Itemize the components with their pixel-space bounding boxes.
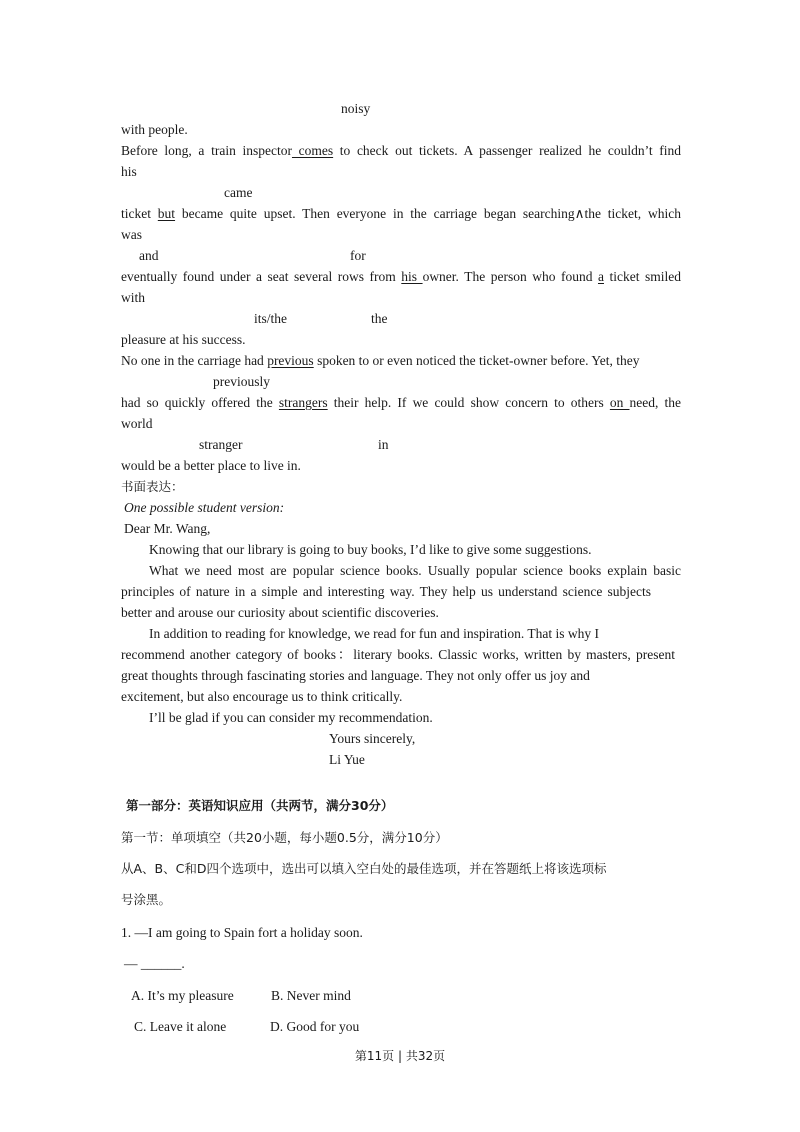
letter-greeting: Dear Mr. Wang, bbox=[124, 521, 211, 536]
letter-paragraph: Knowing that our library is going to buy books, I’d like to give some suggestions. bbox=[149, 542, 592, 557]
letter-signature: Li Yue bbox=[329, 752, 365, 767]
passage-line: No one in the carriage had previous spoken to or even noticed the ticket-owner before. Yet, they bbox=[121, 353, 640, 368]
correction-and: and bbox=[139, 248, 159, 263]
section-instruction: 从A、B、C和D四个选项中，选出可以填入空白处的最佳选项，并在答题纸上将该选项标 bbox=[121, 861, 607, 876]
correction-stranger: stranger bbox=[199, 437, 243, 452]
marked-error: his bbox=[401, 269, 423, 284]
passage-line: world bbox=[121, 416, 153, 431]
part-title: 第一部分：英语知识应用（共两节，满分30分） bbox=[126, 798, 394, 813]
page-number: 第11页 | 共32页 bbox=[354, 1049, 446, 1063]
question-blank: — ______. bbox=[124, 956, 185, 971]
letter-paragraph: principles of nature in a simple and interesting way. They help us understand science subjects bbox=[121, 584, 651, 599]
passage-line: eventually found under a seat several rows from his owner. The person who found a ticket smiled bbox=[121, 269, 681, 284]
version-label: One possible student version: bbox=[124, 500, 285, 515]
letter-closing: Yours sincerely, bbox=[329, 731, 416, 746]
correction-previously: previously bbox=[213, 374, 270, 389]
letter-paragraph: recommend another category of books：literary books. Classic works, written by masters, present bbox=[121, 647, 675, 662]
option-a: A. It’s my pleasure bbox=[131, 988, 234, 1003]
letter-paragraph: great thoughts through fascinating stories and language. They not only offer us joy and bbox=[121, 668, 590, 683]
correction-came: came bbox=[224, 185, 253, 200]
correction-in: in bbox=[378, 437, 389, 452]
passage-line: Before long, a train inspector comes to check out tickets. A passenger realized he couldn’t find bbox=[121, 143, 681, 158]
letter-paragraph: excitement, but also encourage us to think critically. bbox=[121, 689, 403, 704]
section-subtitle: 第一节：单项填空（共20小题，每小题0.5分，满分10分） bbox=[121, 830, 448, 845]
passage-line: his bbox=[121, 164, 137, 179]
correction-for: for bbox=[350, 248, 366, 263]
marked-error: a bbox=[597, 269, 604, 284]
passage-line: ticket but became quite upset. Then everyone in the carriage began searching∧the ticket, which bbox=[121, 206, 681, 221]
passage-line: pleasure at his success. bbox=[121, 332, 246, 347]
question-stem: 1. —I am going to Spain fort a holiday soon. bbox=[121, 925, 363, 940]
correction-its-the: its/the bbox=[254, 311, 287, 326]
letter-paragraph: I’ll be glad if you can consider my recommendation. bbox=[149, 710, 433, 725]
letter-paragraph: better and arouse our curiosity about scientific discoveries. bbox=[121, 605, 439, 620]
passage-line: with bbox=[121, 290, 146, 305]
option-b: B. Never mind bbox=[271, 988, 351, 1003]
passage-line: with people. bbox=[121, 122, 188, 137]
passage-line: had so quickly offered the strangers their help. If we could show concern to others on need, the bbox=[121, 395, 681, 410]
section-instruction: 号涂黑。 bbox=[121, 892, 172, 907]
writing-heading: 书面表达： bbox=[121, 479, 184, 494]
option-c: C. Leave it alone bbox=[134, 1019, 227, 1034]
marked-error: but bbox=[157, 206, 176, 221]
marked-error: comes bbox=[291, 143, 334, 158]
correction-the: the bbox=[371, 311, 388, 326]
marked-error: previous bbox=[267, 353, 314, 368]
correction-noisy: noisy bbox=[341, 101, 371, 116]
letter-paragraph: What we need most are popular science books. Usually popular science books explain basic bbox=[149, 563, 681, 578]
marked-error: on bbox=[609, 395, 630, 410]
passage-line: would be a better place to live in. bbox=[121, 458, 301, 473]
option-d: D. Good for you bbox=[270, 1019, 360, 1034]
letter-paragraph: In addition to reading for knowledge, we read for fun and inspiration. That is why I bbox=[149, 626, 600, 641]
passage-line: was bbox=[121, 227, 142, 242]
marked-error: strangers bbox=[278, 395, 328, 410]
